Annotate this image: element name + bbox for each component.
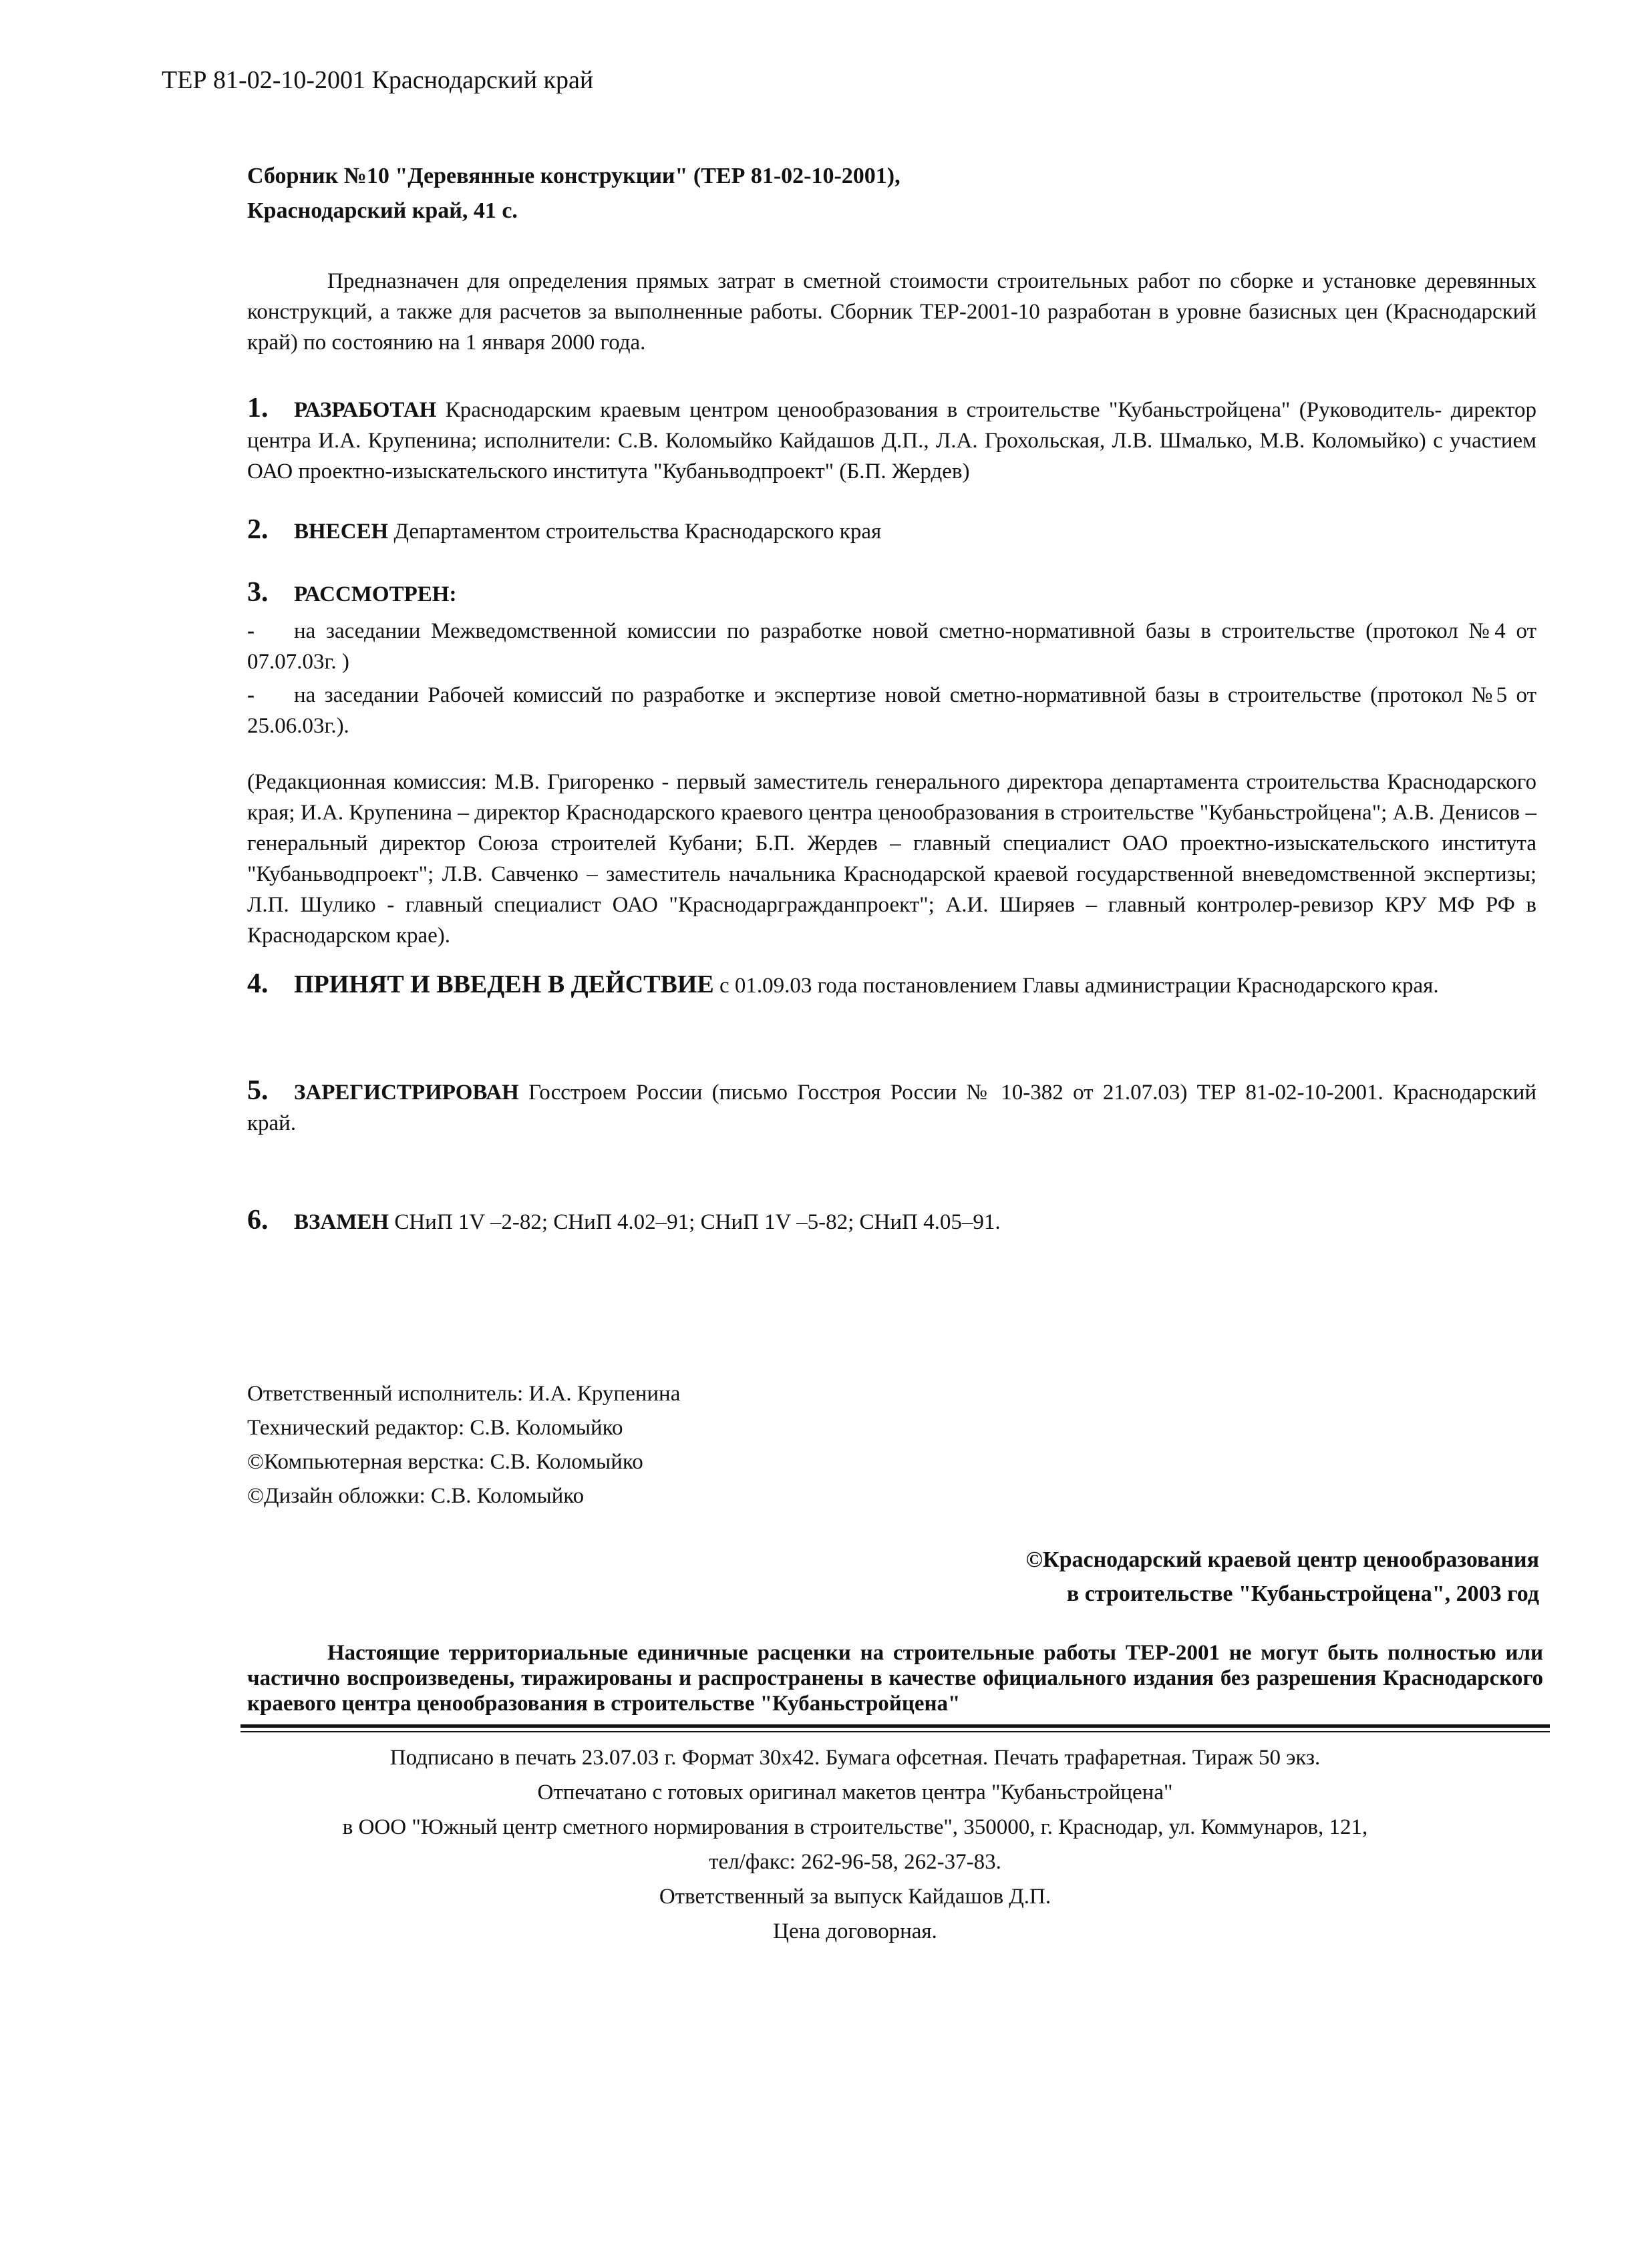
reproduction-notice: Настоящие территориальные единичные расценки на строительные работы ТЕР-2001 не могут быть полностью или частично воспроизведены, тиражированы и распространены в качестве официального издания без разрешения Краснодарского краевого центра ценообразования в строительстве "Кубаньстройцена" — [247, 1641, 1543, 1716]
item-replaces — [247, 1205, 1536, 1238]
editorial-commission: (Редакционная комиссия: М.В. Григоренко - первый заместитель генерального директора департамента строительства Краснодарского края; И.А. Крупенина – директор Краснодарского краевого центра ценообразования в строительстве "Кубаньстройцена"; А.В. Денисов – генеральный директор Союза строителей Кубани; Б.П. Жердев – главный специалист ОАО проектно-изыскательского института "Кубаньводпроект"; Л.В. Савченко – заместитель начальника Краснодарской краевой государственной вневедомственной экспертизы; Л.П. Шулико - главный специалист ОАО "Краснодаргражданпроект"; А.И. Ширяев – главный контролер-ревизор КРУ МФ РФ в Краснодарском крае). — [247, 770, 1536, 948]
bullet-text: на заседании Межведомственной комиссии по разработке новой сметно-нормативной базы в строительстве (протокол №4 от 07.07.03г. ) — [247, 619, 1536, 674]
copyright-block — [1026, 1543, 1539, 1611]
divider-thick — [240, 1724, 1550, 1728]
reviewed-bullet-1 — [247, 616, 1536, 677]
item-heading: РАССМОТРЕН: — [294, 582, 457, 606]
item-developed — [247, 393, 1536, 487]
imprint-line: Подписано в печать 23.07.03 г. Формат 30х42. Бумага офсетная. Печать трафаретная. Тираж 50 экз. — [389, 1746, 1321, 1770]
item-number: 1. — [247, 393, 269, 423]
reviewed-bullet-2 — [247, 680, 1536, 741]
bullet-text: на заседании Рабочей комиссий по разработке и экспертизе новой сметно-нормативной базы в строительстве (протокол №5 от 25.06.03г.). — [247, 683, 1536, 738]
imprint-line: тел/факс: 262-96-58, 262-37-83. — [709, 1850, 1001, 1874]
item-number: 5. — [247, 1075, 269, 1106]
item-submitted — [247, 514, 1536, 547]
credit-line: Технический редактор: С.В. Коломыйко — [247, 1416, 623, 1440]
running-header: ТЕР 81-02-10-2001 Краснодарский край — [162, 66, 594, 94]
item-heading: ПРИНЯТ И ВВЕДЕН В ДЕЙСТВИЕ — [294, 970, 714, 998]
item-text: Краснодарским краевым центром ценообразования в строительстве "Кубаньстройцена" (Руководитель- директор центра И.А. Крупенина; исполнители: С.В. Коломыйко Кайдашов Д.П., Л.А. Грохольская, Л.В. Шмалько, М.В. Коломыйко) с участием ОАО проектно-изыскательского института "Кубаньводпроект" (Б.П. Жердев) — [247, 398, 1536, 484]
title-line-2: Краснодарский край, 41 с. — [247, 198, 518, 223]
collection-title — [247, 159, 1550, 228]
item-text: СНиП 1V –2-82; СНиП 4.02–91; СНиП 1V –5-82; СНиП 4.05–91. — [389, 1210, 1001, 1234]
item-number: 4. — [247, 968, 269, 999]
credit-line: ©Компьютерная верстка: С.В. Коломыйко — [247, 1450, 643, 1474]
item-number: 2. — [247, 514, 269, 545]
imprint-block — [200, 1740, 1510, 1949]
credit-line: ©Дизайн обложки: С.В. Коломыйко — [247, 1484, 585, 1508]
imprint-line: Цена договорная. — [773, 1919, 937, 1943]
item-heading: РАЗРАБОТАН — [294, 398, 437, 422]
intro-paragraph: Предназначен для определения прямых затрат в сметной стоимости строительных работ по сборке и установке деревянных конструкций, а также для расчетов за выполненные работы. Сборник ТЕР-2001-10 разработан в уровне базисных цен (Краснодарский край) по состоянию на 1 января 2000 года. — [247, 269, 1536, 355]
imprint-line: Отпечатано с готовых оригинал макетов центра "Кубаньстройцена" — [537, 1780, 1173, 1805]
item-text: Госстроем России (письмо Госстроя России № 10-382 от 21.07.03) ТЕР 81-02-10-2001. Краснодарский край. — [247, 1081, 1536, 1135]
item-text: Департаментом строительства Краснодарского края — [388, 520, 882, 544]
item-reviewed — [247, 577, 1536, 610]
imprint-line: Ответственный за выпуск Кайдашов Д.П. — [659, 1885, 1051, 1909]
copyright-line-2: в строительстве "Кубаньстройцена", 2003 год — [1066, 1581, 1539, 1606]
item-heading: ЗАРЕГИСТРИРОВАН — [294, 1081, 519, 1105]
item-number: 3. — [247, 577, 269, 608]
credits-block — [247, 1377, 680, 1513]
bullet-dash: - — [247, 619, 255, 643]
item-number: 6. — [247, 1205, 269, 1236]
bullet-dash: - — [247, 683, 255, 707]
item-heading: ВЗАМЕН — [294, 1210, 389, 1234]
credit-line: Ответственный исполнитель: И.А. Крупенина — [247, 1382, 681, 1406]
copyright-line-1: ©Краснодарский краевой центр ценообразования — [1025, 1547, 1539, 1572]
item-text: с 01.09.03 года постановлением Главы администрации Краснодарского края. — [713, 974, 1439, 998]
divider-thin — [240, 1731, 1550, 1732]
item-registered — [247, 1075, 1536, 1139]
title-line-1: Сборник №10 "Деревянные конструкции" (ТЕР 81-02-10-2001), — [247, 164, 901, 188]
imprint-line: в ООО "Южный центр сметного нормирования в строительстве", 350000, г. Краснодар, ул. Коммунаров, 121, — [342, 1815, 1368, 1839]
item-heading: ВНЕСЕН — [294, 520, 389, 544]
item-adopted — [247, 968, 1536, 1001]
